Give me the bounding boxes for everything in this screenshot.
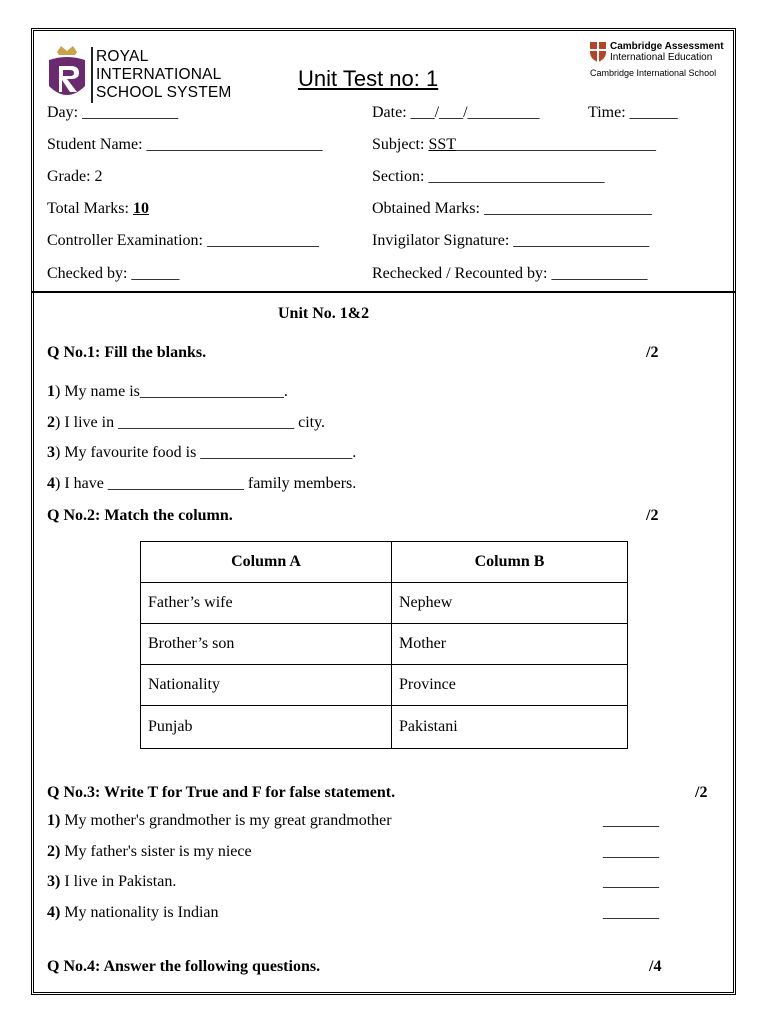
column-a-cell: Nationality — [141, 665, 392, 706]
test-title: Unit Test no: 1 — [298, 66, 439, 91]
q3-item: 1) My mother's grandmother is my great grandmother — [47, 812, 392, 829]
q3-item: 4) My nationality is Indian — [47, 904, 219, 921]
table-row — [141, 624, 628, 665]
header-divider — [31, 291, 736, 293]
q1-item: 3) My favourite food is ___________________. — [47, 444, 357, 461]
day-field[interactable]: Day: ____________ — [47, 104, 179, 121]
q1-title: Q No.1: Fill the blanks. — [47, 344, 207, 361]
q4-marks: /4 — [649, 958, 662, 975]
table-row — [141, 665, 628, 706]
column-b-cell: Pakistani — [392, 706, 628, 749]
invigilator-field[interactable]: Invigilator Signature: _________________ — [372, 232, 650, 249]
q3-answer-blank[interactable]: _______ — [603, 904, 659, 921]
unit-heading: Unit No. 1&2 — [278, 305, 370, 322]
student-name-field[interactable]: Student Name: ______________________ — [47, 136, 323, 153]
table-row — [141, 706, 628, 749]
time-field[interactable]: Time: ______ — [588, 104, 678, 121]
match-table — [140, 541, 628, 749]
grade-field: Grade: 2 — [47, 168, 103, 185]
section-field[interactable]: Section: ______________________ — [372, 168, 605, 185]
column-a-cell: Brother’s son — [141, 624, 392, 665]
column-b-cell: Province — [392, 665, 628, 706]
q4-title: Q No.4: Answer the following questions. — [47, 958, 321, 975]
q1-item: 4) I have _________________ family members. — [47, 475, 357, 492]
q2-title: Q No.2: Match the column. — [47, 507, 233, 524]
q3-marks: /2 — [695, 784, 708, 801]
school-name: ROYAL INTERNATIONAL SCHOOL SYSTEM — [96, 48, 232, 101]
rechecked-field[interactable]: Rechecked / Recounted by: ____________ — [372, 265, 648, 282]
date-field[interactable]: Date: ___/___/_________ — [372, 104, 540, 121]
table-row — [141, 583, 628, 624]
q3-title: Q No.3: Write T for True and F for false statement. — [47, 784, 396, 801]
q3-answer-blank[interactable]: _______ — [603, 812, 659, 829]
table-header-row — [141, 542, 628, 583]
total-marks-value: 10 — [132, 200, 149, 217]
column-b-cell: Mother — [392, 624, 628, 665]
q3-item: 2) My father's sister is my niece — [47, 843, 252, 860]
checked-by-field[interactable]: Checked by: ______ — [47, 265, 180, 282]
controller-field[interactable]: Controller Examination: ______________ — [47, 232, 319, 249]
q2-marks: /2 — [646, 507, 659, 524]
total-marks-field: Total Marks: 10 — [47, 200, 149, 217]
school-logo — [45, 46, 89, 104]
column-b-header: Column B — [392, 542, 628, 583]
q3-answer-blank[interactable]: _______ — [603, 873, 659, 890]
q3-answer-blank[interactable]: _______ — [603, 843, 659, 860]
q1-item: 1) My name is__________________. — [47, 383, 288, 400]
obtained-marks-field[interactable]: Obtained Marks: _____________________ — [372, 200, 652, 217]
subject-field[interactable]: Subject: SST_________________________ — [372, 136, 657, 153]
column-b-cell: Nephew — [392, 583, 628, 624]
q3-item: 3) I live in Pakistan. — [47, 873, 177, 890]
logo-divider — [91, 47, 93, 103]
column-a-cell: Punjab — [141, 706, 392, 749]
q1-item: 2) I live in ______________________ city. — [47, 414, 326, 431]
cambridge-shield-icon — [590, 42, 606, 62]
q1-marks: /2 — [646, 344, 659, 361]
column-a-header: Column A — [141, 542, 392, 583]
column-a-cell: Father’s wife — [141, 583, 392, 624]
subject-value: SST — [428, 136, 457, 153]
